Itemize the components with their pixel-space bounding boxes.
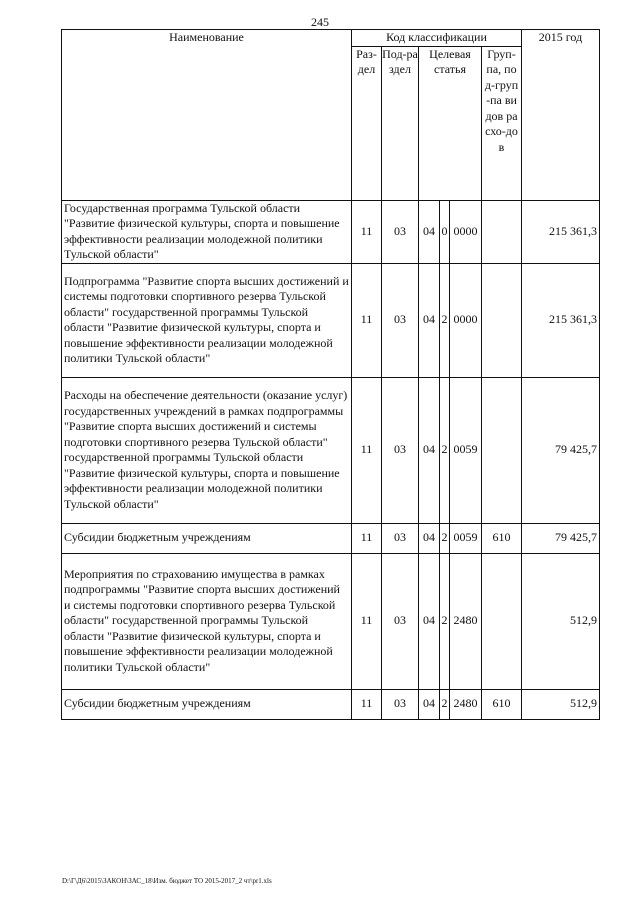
header-podrazdel: Под-раздел <box>382 46 419 200</box>
header-target: Целевая статья <box>419 46 482 200</box>
table-row <box>62 263 600 377</box>
row-podrazdel: 03 <box>382 200 419 263</box>
row-cs-program: 04 <box>419 523 440 553</box>
row-cs-direction: 2480 <box>450 689 482 719</box>
row-amount: 512,9 <box>522 689 600 719</box>
row-cs-subprogram: 2 <box>440 689 450 719</box>
row-podrazdel: 03 <box>382 523 419 553</box>
row-amount: 215 361,3 <box>522 200 600 263</box>
row-razdel: 11 <box>352 263 382 377</box>
row-amount: 79 425,7 <box>522 377 600 523</box>
row-expense-type <box>482 553 522 689</box>
header-classification: Код классификации <box>352 30 522 47</box>
row-cs-program: 04 <box>419 200 440 263</box>
row-cs-subprogram: 2 <box>440 263 450 377</box>
row-cs-program: 04 <box>419 553 440 689</box>
row-razdel: 11 <box>352 523 382 553</box>
page-number: 245 <box>311 15 329 29</box>
budget-table <box>61 29 600 720</box>
row-cs-direction: 2480 <box>450 553 482 689</box>
row-cs-subprogram: 0 <box>440 200 450 263</box>
row-cs-program: 04 <box>419 377 440 523</box>
row-expense-type <box>482 377 522 523</box>
row-expense-type: 610 <box>482 523 522 553</box>
row-cs-subprogram: 2 <box>440 553 450 689</box>
table-row <box>62 377 600 523</box>
row-razdel: 11 <box>352 553 382 689</box>
row-name: Подпрограмма "Развитие спорта высших достижений и системы подготовки спортивного резерва Тульской области" государственной программы Тульской области "Развитие физической культуры, спорта и повышение эффективности реализации молодежной политики Тульской области" <box>62 263 352 377</box>
row-amount: 512,9 <box>522 553 600 689</box>
row-podrazdel: 03 <box>382 689 419 719</box>
row-expense-type <box>482 263 522 377</box>
row-razdel: 11 <box>352 377 382 523</box>
header-year: 2015 год <box>522 30 600 201</box>
header-name: Наименование <box>62 30 352 201</box>
row-cs-direction: 0000 <box>450 263 482 377</box>
row-cs-direction: 0059 <box>450 377 482 523</box>
row-razdel: 11 <box>352 689 382 719</box>
table-row <box>62 689 600 719</box>
row-podrazdel: 03 <box>382 377 419 523</box>
row-amount: 79 425,7 <box>522 523 600 553</box>
table-row <box>62 200 600 263</box>
row-name: Субсидии бюджетным учреждениям <box>62 689 352 719</box>
row-cs-subprogram: 2 <box>440 377 450 523</box>
row-name: Государственная программа Тульской области "Развитие физической культуры, спорта и повышение эффективности реализации молодежной политики Тульской области" <box>62 200 352 263</box>
table-row <box>62 553 600 689</box>
row-name: Мероприятия по страхованию имущества в рамках подпрограммы "Развитие спорта высших достижений и системы подготовки спортивного резерва Тульской области" государственной программы Тульской области "Развитие физической культуры, спорта и повышение эффективности реализации молодежной политики Тульской области" <box>62 553 352 689</box>
row-expense-type: 610 <box>482 689 522 719</box>
row-cs-program: 04 <box>419 689 440 719</box>
row-podrazdel: 03 <box>382 553 419 689</box>
header-group: Груп-па, под-груп-па видов расхо-дов <box>482 46 522 200</box>
row-name: Расходы на обеспечение деятельности (оказание услуг) государственных учреждений в рамках подпрограммы "Развитие спорта высших достижений и системы подготовки спортивного резерва Тульской области" государственной программы Тульской области "Развитие физической культуры, спорта и повышение эффективности реализации молодежной политики Тульской области" <box>62 377 352 523</box>
row-expense-type <box>482 200 522 263</box>
row-cs-program: 04 <box>419 263 440 377</box>
row-razdel: 11 <box>352 200 382 263</box>
table-row <box>62 523 600 553</box>
row-cs-direction: 0059 <box>450 523 482 553</box>
row-name: Субсидии бюджетным учреждениям <box>62 523 352 553</box>
row-podrazdel: 03 <box>382 263 419 377</box>
footer-file-path: D:\Г\Д6\2015\ЗАКОН\ЗАС_18\Изм. бюджет ТО 2015-2017_2 чт\pr1.xls <box>62 877 272 885</box>
row-cs-direction: 0000 <box>450 200 482 263</box>
row-amount: 215 361,3 <box>522 263 600 377</box>
row-cs-subprogram: 2 <box>440 523 450 553</box>
header-razdel: Раз-дел <box>352 46 382 200</box>
